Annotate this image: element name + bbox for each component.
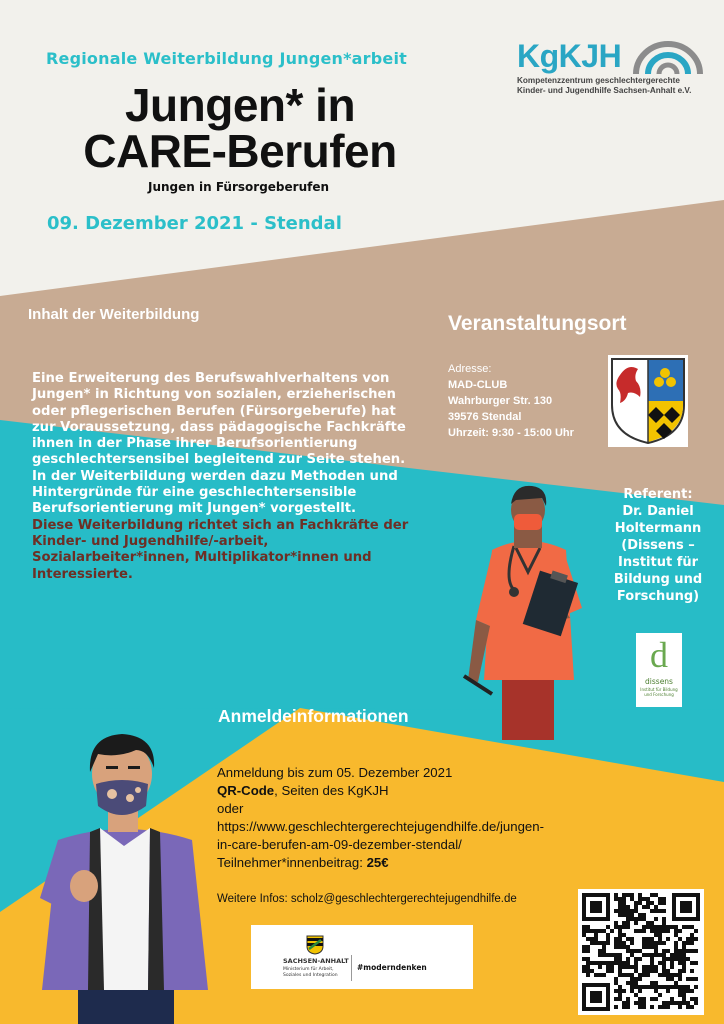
anmeldung-fee-line xyxy=(217,854,657,872)
referent-label: Referent: xyxy=(623,487,693,502)
event-kicker: Regionale Weiterbildung Jungen*arbeit xyxy=(46,49,408,68)
anmeldung-heading: Anmeldeinformationen xyxy=(218,706,409,726)
fee-label: Teilnehmer*innenbeitrag: xyxy=(217,855,367,870)
nurse-illustration xyxy=(462,480,592,740)
dissens-logo xyxy=(636,633,682,707)
inhalt-paragraph-2: In der Weiterbildung werden dazu Methoden und Hintergründe für eine geschlechtersensible Berufsorientierung mit Jungen* vorgestellt. xyxy=(32,468,398,517)
sponsor-divider xyxy=(351,955,352,981)
qr-code-rest: , Seiten des KgKJH xyxy=(274,783,389,798)
venue-city: 39576 Stendal xyxy=(448,411,522,423)
fee-amount: 25€ xyxy=(366,855,389,870)
anmeldung-qr-line xyxy=(217,782,657,800)
logo-caption-line-1: Kompetenzzentrum geschlechtergerechte xyxy=(517,76,680,85)
qr-code-label: QR-Code xyxy=(217,783,275,798)
inhalt-heading: Inhalt der Weiterbildung xyxy=(28,306,200,323)
venue-address xyxy=(448,361,574,441)
title-line-2: CARE-Berufen xyxy=(83,125,397,177)
contact-email[interactable]: Weitere Infos: scholz@geschlechtergerechtejugendhilfe.de xyxy=(217,893,517,905)
referent-org: (Dissens – Institut für Bildung und Forschung) xyxy=(613,538,703,604)
event-time: Uhrzeit: 9:30 - 15:00 Uhr xyxy=(448,427,574,439)
referent-info xyxy=(606,486,710,605)
logo-arc-icon xyxy=(632,40,704,74)
event-date: 09. Dezember 2021 - Stendal xyxy=(47,213,342,234)
anmeldung-oder: oder xyxy=(217,801,244,816)
dissens-tagline: Institut für Bildung und Forschung xyxy=(640,687,678,697)
venue-street: Wahrburger Str. 130 xyxy=(448,395,553,407)
kgkjh-logo xyxy=(514,38,704,108)
venue-name: MAD-CLUB xyxy=(448,379,508,391)
referent-name: Dr. Daniel Holtermann xyxy=(614,504,702,536)
logo-wordmark: KgKJH xyxy=(517,38,622,74)
dissens-letter: d xyxy=(650,635,668,675)
anmeldung-info xyxy=(217,764,657,872)
inhalt-body xyxy=(32,371,412,583)
title-line-1: Jungen* in xyxy=(124,79,356,131)
inhalt-paragraph-3: Diese Weiterbildung richtet sich an Fachkräfte der Kinder- und Jugendhilfe/-arbeit, Sozialarbeiter*innen, Multiplikator*innen und Interessierte. xyxy=(32,517,409,582)
sponsor-hashtag: #moderndenken xyxy=(357,963,427,972)
sponsor-state: SACHSEN-ANHALT xyxy=(283,957,349,965)
anmeldung-url-line-1[interactable]: https://www.geschlechtergerechtejugendhilfe.de/jungen- xyxy=(217,819,544,834)
address-label: Adresse: xyxy=(448,363,492,375)
qr-code[interactable] xyxy=(578,889,704,1015)
ort-heading: Veranstaltungsort xyxy=(448,312,627,335)
sponsor-box xyxy=(251,925,473,989)
anmeldung-deadline: Anmeldung bis zum 05. Dezember 2021 xyxy=(217,765,453,780)
event-title xyxy=(60,79,420,177)
dissens-name: dissens xyxy=(645,677,673,686)
anmeldung-url-line-2[interactable]: in-care-berufen-am-09-dezember-stendal/ xyxy=(217,837,462,852)
student-illustration xyxy=(32,728,222,1024)
state-crest-icon xyxy=(306,935,324,955)
coat-of-arms-icon xyxy=(608,355,688,447)
logo-caption-line-2: Kinder- und Jugendhilfe Sachsen-Anhalt e.V. xyxy=(517,86,692,95)
logo-caption xyxy=(517,76,717,96)
event-subtitle: Jungen in Fürsorgeberufen xyxy=(148,180,330,194)
sponsor-ministry: Ministerium für Arbeit, Soziales und Integration xyxy=(283,967,338,978)
inhalt-paragraph-1: Eine Erweiterung des Berufswahlverhaltens von Jungen* in Richtung von sozialen, erzieherischen oder pflegerischen Berufen (Fürsorgeberufe) hat zur Voraussetzung, dass pädagogische Fachkräfte ihnen in der Phase ihrer Berufsorientierung geschlechtersensibel begleitend zur Seite stehen. xyxy=(32,371,406,468)
